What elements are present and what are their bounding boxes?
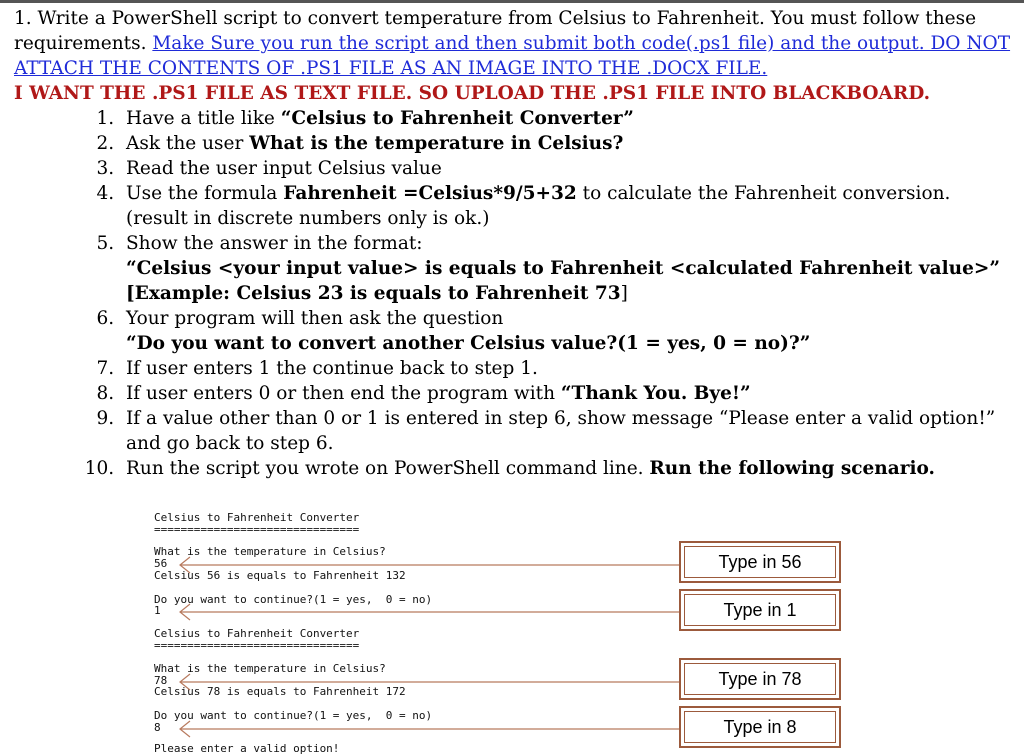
- step-bold: “Do you want to convert another Celsius value?(1 = yes, 0 = no)?”: [126, 333, 811, 354]
- console-cut-line: Please enter a valid option!: [154, 742, 340, 755]
- console-line: Celsius to Fahrenheit Converter: [154, 511, 360, 524]
- console-line: Do you want to continue?(1 = yes, 0 = no): [154, 593, 433, 606]
- console-line: Do you want to continue?(1 = yes, 0 = no): [154, 709, 433, 722]
- console-input: 56: [154, 557, 168, 570]
- step-text: Run the script you wrote on PowerShell command line.: [126, 458, 650, 479]
- console-input: 1: [154, 604, 161, 617]
- callout-label: Type in 78: [718, 668, 802, 689]
- step-bold: Fahrenheit =Celsius*9/5+32: [283, 183, 577, 204]
- callout-label: Type in 56: [718, 551, 802, 572]
- console-line: What is the temperature in Celsius?: [154, 662, 386, 675]
- step-text: If a value other than 0 or 1 is entered in step 6, show message “Please enter a valid option!” and go back to step 6.: [126, 408, 996, 454]
- step-text: If user enters 1 the continue back to step 1.: [126, 358, 538, 379]
- step-bold: “Celsius to Fahrenheit Converter”: [280, 108, 634, 129]
- console-input: 8: [154, 721, 161, 734]
- step-text: Show the answer in the format:: [126, 233, 423, 254]
- console-line: Celsius to Fahrenheit Converter: [154, 627, 360, 640]
- console-line: What is the temperature in Celsius?: [154, 545, 386, 558]
- warning-text: I WANT THE .PS1 FILE AS TEXT FILE. SO UPLOAD THE .PS1 FILE INTO BLACKBOARD.: [14, 83, 931, 104]
- step-text: Read the user input Celsius value: [126, 158, 442, 179]
- step-text: to calculate the Fahrenheit conversion. (result in discrete numbers only is ok.): [126, 183, 951, 229]
- intro-text: 1. Write a PowerShell script to convert temperature from Celsius to Fahrenheit. You must follow these requirements.: [14, 8, 977, 54]
- callout-box: [679, 589, 841, 631]
- step-text: If user enters 0 or then end the program with: [126, 383, 561, 404]
- example-bold: [Example: Celsius 23 is equals to Fahrenheit 73: [126, 283, 621, 304]
- callout-box: [679, 658, 841, 700]
- step-bold: “Celsius <your input value> is equals to Fahrenheit <calculated Fahrenheit value>”: [126, 258, 1001, 279]
- step-text: Use the formula: [126, 183, 284, 204]
- submission-link[interactable]: Make Sure you run the script and then submit both code(.ps1 file) and the output. DO NOT ATTACH THE CONTENTS OF .PS1 FILE AS AN IMAGE INTO THE .DOCX FILE.: [14, 33, 1011, 79]
- callout-box: [679, 706, 841, 748]
- step-text: ]: [620, 283, 628, 304]
- step-text: Your program will then ask the question: [126, 308, 504, 329]
- console-divider: ===============================: [154, 639, 360, 652]
- console-line: Celsius 78 is equals to Fahrenheit 172: [154, 685, 406, 698]
- console-line: Celsius 56 is equals to Fahrenheit 132: [154, 569, 406, 582]
- console-divider: ===============================: [154, 523, 360, 536]
- callout-label: Type in 8: [723, 716, 797, 737]
- step-bold: What is the temperature in Celsius?: [249, 133, 624, 154]
- step-text: Have a title like: [126, 108, 281, 129]
- step-bold: “Thank You. Bye!”: [560, 383, 751, 404]
- console-input: 78: [154, 674, 168, 687]
- callout-box: [679, 541, 841, 583]
- step-bold: Run the following scenario.: [649, 458, 935, 479]
- step-text: Ask the user: [126, 133, 250, 154]
- callout-label: Type in 1: [723, 599, 797, 620]
